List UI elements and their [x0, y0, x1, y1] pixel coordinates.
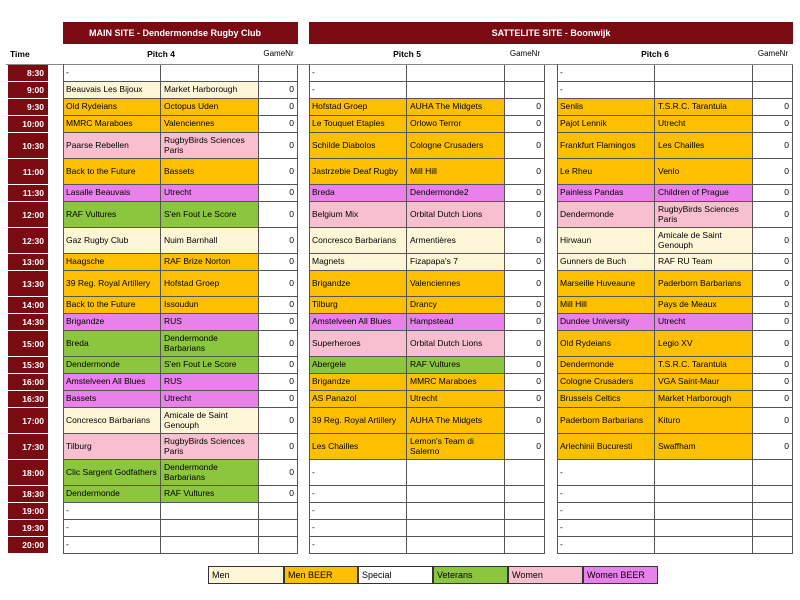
pitch6-gamenr	[753, 520, 793, 537]
time-slot: 9:00	[8, 82, 48, 99]
pitch5-gamenr	[505, 520, 545, 537]
pitch4-gamenr: 0	[259, 434, 298, 460]
pitch4-gamenr	[259, 520, 298, 537]
pitch5-team-b: Lemon's Team di Salerno	[407, 434, 505, 460]
pitch4-gamenr: 0	[259, 254, 298, 271]
pitch5-gamenr: 0	[505, 185, 545, 202]
pitch6-gamenr: 0	[753, 408, 793, 434]
pitch5-team-b: Cologne Crusaders	[407, 133, 505, 159]
pitch6-team-a: Pajot Lennik	[557, 116, 655, 133]
time-slot: 16:30	[8, 391, 48, 408]
pitch6-gamenr: 0	[753, 202, 793, 228]
time-slot: 9:30	[8, 99, 48, 116]
pitch5-gamenr: 0	[505, 271, 545, 297]
pitch5-team-b: Valenciennes	[407, 271, 505, 297]
pitch4-gamenr: 0	[259, 82, 298, 99]
pitch4-team-b: RUS	[161, 374, 259, 391]
pitch4-team-b: Nuim Barnhall	[161, 228, 259, 254]
pitch4-gamenr: 0	[259, 408, 298, 434]
pitch4-gamenr: 0	[259, 116, 298, 133]
pitch6-team-a: Paderborn Barbarians	[557, 408, 655, 434]
legend-women-beer: Women BEER	[583, 566, 658, 584]
pitch4-team-a: Bassets	[63, 391, 161, 408]
pitch5-team-b: Orbital Dutch Lions	[407, 331, 505, 357]
pitch5-gamenr	[505, 503, 545, 520]
pitch4-gamenr: 0	[259, 185, 298, 202]
pitch4-team-a: Concresco Barbarians	[63, 408, 161, 434]
time-slot: 19:30	[8, 520, 48, 537]
pitch4-team-a: RAF Vultures	[63, 202, 161, 228]
pitch6-team-a: Cologne Crusaders	[557, 374, 655, 391]
pitch5-team-b	[407, 503, 505, 520]
pitch6-gamenr: 0	[753, 391, 793, 408]
pitch5-team-b	[407, 82, 505, 99]
pitch4-team-a: Brigandze	[63, 314, 161, 331]
pitch6-team-b: T.S.R.C. Tarantula	[655, 357, 753, 374]
pitch6-gamenr	[753, 82, 793, 99]
pitch4-team-b: Octopus Uden	[161, 99, 259, 116]
pitch6-team-a: Dendermonde	[557, 357, 655, 374]
pitch6-gamenr: 0	[753, 99, 793, 116]
pitch5-team-b	[407, 520, 505, 537]
time-slot: 12:00	[8, 202, 48, 228]
pitch4-gamenr: 0	[259, 228, 298, 254]
pitch5-gamenr: 0	[505, 391, 545, 408]
pitch5-team-a: Belgium Mix	[309, 202, 407, 228]
legend-veterans: Veterans	[433, 566, 508, 584]
pitch4-column-header: Pitch 4	[147, 49, 175, 59]
pitch5-column-header: Pitch 5	[393, 49, 421, 59]
pitch6-team-b	[655, 537, 753, 554]
pitch4-team-b: S'en Fout Le Score	[161, 357, 259, 374]
pitch4-team-a: Haagsche	[63, 254, 161, 271]
pitch5-team-a: Les Chailles	[309, 434, 407, 460]
sattelite-site-header: SATTELITE SITE - Boonwijk	[309, 22, 793, 44]
pitch6-team-a: -	[557, 503, 655, 520]
pitch5-team-b: Orbital Dutch Lions	[407, 202, 505, 228]
pitch5-team-a: -	[309, 82, 407, 99]
pitch6-gamenr	[753, 537, 793, 554]
pitch5-team-b: MMRC Maraboes	[407, 374, 505, 391]
time-slot: 11:30	[8, 185, 48, 202]
pitch4-team-a: -	[63, 65, 161, 82]
time-slot: 10:00	[8, 116, 48, 133]
pitch4-team-a: -	[63, 503, 161, 520]
pitch4-team-b: Bassets	[161, 159, 259, 185]
pitch5-team-b	[407, 486, 505, 503]
pitch6-team-b: Paderborn Barbarians	[655, 271, 753, 297]
pitch4-team-b	[161, 537, 259, 554]
pitch6-team-a: Painless Pandas	[557, 185, 655, 202]
pitch5-team-a: Amstelveen All Blues	[309, 314, 407, 331]
pitch4-team-b: Utrecht	[161, 391, 259, 408]
pitch4-team-b: Amicale de Saint Genouph	[161, 408, 259, 434]
pitch6-team-b: Utrecht	[655, 116, 753, 133]
pitch6-gamenr: 0	[753, 116, 793, 133]
pitch4-gamenr: 0	[259, 271, 298, 297]
pitch4-gamenr: 0	[259, 99, 298, 116]
pitch4-team-b: RUS	[161, 314, 259, 331]
pitch6-gamenr-header: GameNr	[757, 49, 789, 58]
pitch5-team-b: Hampstead	[407, 314, 505, 331]
pitch5-team-b: Dendermonde2	[407, 185, 505, 202]
pitch5-team-b: Utrecht	[407, 391, 505, 408]
pitch6-team-a: Marseille Huveaune	[557, 271, 655, 297]
pitch6-gamenr	[753, 460, 793, 486]
pitch5-team-b: Mill Hill	[407, 159, 505, 185]
pitch4-team-a: Breda	[63, 331, 161, 357]
pitch5-gamenr	[505, 65, 545, 82]
pitch4-gamenr	[259, 537, 298, 554]
pitch4-gamenr: 0	[259, 297, 298, 314]
pitch5-team-a: Magnets	[309, 254, 407, 271]
pitch6-team-b: Les Chailles	[655, 133, 753, 159]
time-slot: 17:00	[8, 408, 48, 434]
pitch4-team-b: RAF Brize Norton	[161, 254, 259, 271]
pitch5-team-a: Le Touquet Etaples	[309, 116, 407, 133]
legend-special: Special	[358, 566, 433, 584]
time-slot: 14:30	[8, 314, 48, 331]
pitch6-team-b	[655, 82, 753, 99]
pitch5-team-a: Hofstad Groep	[309, 99, 407, 116]
time-slot: 16:00	[8, 374, 48, 391]
pitch6-team-b: Kituro	[655, 408, 753, 434]
pitch6-team-b	[655, 460, 753, 486]
pitch5-gamenr: 0	[505, 116, 545, 133]
pitch5-gamenr	[505, 537, 545, 554]
pitch5-team-a: Concresco Barbarians	[309, 228, 407, 254]
time-slot: 12:30	[8, 228, 48, 254]
pitch5-team-a: Schilde Diabolos	[309, 133, 407, 159]
pitch5-team-a: Brigandze	[309, 374, 407, 391]
pitch6-gamenr: 0	[753, 297, 793, 314]
pitch5-team-b: Orlowo Terror	[407, 116, 505, 133]
pitch5-gamenr: 0	[505, 357, 545, 374]
pitch4-team-b: Dendermonde Barbarians	[161, 460, 259, 486]
legend-men-beer: Men BEER	[284, 566, 358, 584]
pitch-frame	[63, 64, 64, 554]
pitch5-gamenr: 0	[505, 408, 545, 434]
pitch6-gamenr: 0	[753, 228, 793, 254]
pitch4-team-a: Paarse Rebellen	[63, 133, 161, 159]
pitch5-team-b: Drancy	[407, 297, 505, 314]
pitch4-gamenr	[259, 503, 298, 520]
pitch6-team-b: RugbyBirds Sciences Paris	[655, 202, 753, 228]
pitch6-team-a: Dendermonde	[557, 202, 655, 228]
pitch5-gamenr: 0	[505, 297, 545, 314]
pitch5-team-a: -	[309, 537, 407, 554]
pitch6-team-b: Amicale de Saint Genouph	[655, 228, 753, 254]
pitch4-team-b: RAF Vultures	[161, 486, 259, 503]
pitch6-gamenr	[753, 486, 793, 503]
pitch6-team-a: Dundee University	[557, 314, 655, 331]
pitch6-team-a: Hirwaun	[557, 228, 655, 254]
pitch4-gamenr: 0	[259, 133, 298, 159]
pitch5-team-a: 39 Reg. Royal Artillery	[309, 408, 407, 434]
pitch6-gamenr: 0	[753, 133, 793, 159]
pitch5-gamenr	[505, 82, 545, 99]
pitch4-gamenr: 0	[259, 202, 298, 228]
pitch6-team-a: -	[557, 460, 655, 486]
pitch6-team-b: Venlo	[655, 159, 753, 185]
pitch5-gamenr: 0	[505, 434, 545, 460]
pitch5-gamenr	[505, 460, 545, 486]
pitch4-gamenr: 0	[259, 331, 298, 357]
pitch6-column-header: Pitch 6	[641, 49, 669, 59]
pitch6-team-b: VGA Saint-Maur	[655, 374, 753, 391]
pitch6-gamenr: 0	[753, 185, 793, 202]
pitch6-team-a: Frankfurt Flamingos	[557, 133, 655, 159]
pitch4-team-b	[161, 65, 259, 82]
pitch6-team-b: Pays de Meaux	[655, 297, 753, 314]
pitch4-team-a: Old Rydeians	[63, 99, 161, 116]
pitch5-team-a: -	[309, 65, 407, 82]
pitch4-team-b: RugbyBirds Sciences Paris	[161, 133, 259, 159]
time-slot: 15:00	[8, 331, 48, 357]
pitch5-team-a: -	[309, 503, 407, 520]
pitch6-gamenr: 0	[753, 271, 793, 297]
pitch5-team-a: -	[309, 460, 407, 486]
time-slot: 11:00	[8, 159, 48, 185]
pitch6-team-b	[655, 486, 753, 503]
pitch6-gamenr: 0	[753, 374, 793, 391]
pitch6-team-b: T.S.R.C. Tarantula	[655, 99, 753, 116]
main-site-header: MAIN SITE - Dendermondse Rugby Club	[63, 22, 298, 44]
time-slot: 13:30	[8, 271, 48, 297]
pitch6-team-a: -	[557, 65, 655, 82]
pitch4-team-a: Back to the Future	[63, 159, 161, 185]
pitch5-gamenr: 0	[505, 314, 545, 331]
pitch5-gamenr: 0	[505, 331, 545, 357]
pitch5-gamenr: 0	[505, 202, 545, 228]
time-slot: 18:30	[8, 486, 48, 503]
pitch4-team-a: Dendermonde	[63, 486, 161, 503]
pitch4-team-a: Lasalle Beauvais	[63, 185, 161, 202]
pitch4-gamenr: 0	[259, 391, 298, 408]
pitch6-team-b	[655, 65, 753, 82]
pitch4-team-b: RugbyBirds Sciences Paris	[161, 434, 259, 460]
pitch4-team-a: Dendermonde	[63, 357, 161, 374]
pitch5-gamenr: 0	[505, 228, 545, 254]
pitch4-team-b: Market Harborough	[161, 82, 259, 99]
pitch4-gamenr: 0	[259, 159, 298, 185]
pitch4-team-b: Utrecht	[161, 185, 259, 202]
pitch6-team-a: -	[557, 486, 655, 503]
pitch4-team-b: Dendermonde Barbarians	[161, 331, 259, 357]
pitch6-team-a: -	[557, 537, 655, 554]
pitch5-gamenr: 0	[505, 159, 545, 185]
pitch6-team-b	[655, 520, 753, 537]
pitch4-gamenr: 0	[259, 314, 298, 331]
pitch6-gamenr: 0	[753, 254, 793, 271]
pitch4-team-b: Hofstad Groep	[161, 271, 259, 297]
pitch5-gamenr: 0	[505, 374, 545, 391]
pitch6-team-b: Utrecht	[655, 314, 753, 331]
pitch4-team-b: Issoudun	[161, 297, 259, 314]
pitch4-team-a: Beauvais Les Bijoux	[63, 82, 161, 99]
pitch5-team-b	[407, 65, 505, 82]
pitch4-team-a: Clic Sargent Godfathers	[63, 460, 161, 486]
pitch-frame	[309, 64, 310, 554]
time-slot: 8:30	[8, 65, 48, 82]
pitch5-team-b	[407, 460, 505, 486]
pitch5-team-a: Superheroes	[309, 331, 407, 357]
pitch4-team-a: Tilburg	[63, 434, 161, 460]
legend-women: Women	[508, 566, 583, 584]
time-slot: 10:30	[8, 133, 48, 159]
time-slot: 20:00	[8, 537, 48, 554]
pitch4-team-a: Back to the Future	[63, 297, 161, 314]
pitch4-team-a: 39 Reg. Royal Artillery	[63, 271, 161, 297]
pitch5-team-a: -	[309, 486, 407, 503]
pitch5-team-a: Abergele	[309, 357, 407, 374]
pitch4-team-b	[161, 520, 259, 537]
pitch4-gamenr: 0	[259, 460, 298, 486]
pitch6-team-a: Brussels Celtics	[557, 391, 655, 408]
pitch4-gamenr	[259, 65, 298, 82]
pitch4-team-a: MMRC Maraboes	[63, 116, 161, 133]
pitch6-gamenr: 0	[753, 331, 793, 357]
time-column-header: Time	[10, 49, 30, 59]
pitch6-team-a: Le Rheu	[557, 159, 655, 185]
pitch4-team-a: Gaz Rugby Club	[63, 228, 161, 254]
pitch4-gamenr: 0	[259, 374, 298, 391]
pitch6-gamenr: 0	[753, 434, 793, 460]
pitch4-team-a: Amstelveen All Blues	[63, 374, 161, 391]
pitch5-team-a: Tilburg	[309, 297, 407, 314]
pitch5-team-a: Brigandze	[309, 271, 407, 297]
pitch5-gamenr: 0	[505, 254, 545, 271]
time-slot: 18:00	[8, 460, 48, 486]
pitch6-team-a: Mill Hill	[557, 297, 655, 314]
pitch5-gamenr: 0	[505, 99, 545, 116]
pitch5-gamenr	[505, 486, 545, 503]
pitch4-gamenr: 0	[259, 357, 298, 374]
pitch4-team-a: -	[63, 520, 161, 537]
pitch6-team-a: Senlis	[557, 99, 655, 116]
pitch-frame	[557, 64, 558, 554]
pitch6-team-b: Swaffham	[655, 434, 753, 460]
pitch6-team-b: Legio XV	[655, 331, 753, 357]
legend-men: Men	[208, 566, 284, 584]
pitch6-team-a: Arlechinii Bucuresti	[557, 434, 655, 460]
time-slot: 15:30	[8, 357, 48, 374]
pitch6-team-a: -	[557, 520, 655, 537]
pitch5-team-a: Jastrzebie Deaf Rugby	[309, 159, 407, 185]
pitch6-gamenr: 0	[753, 357, 793, 374]
pitch6-team-a: Old Rydeians	[557, 331, 655, 357]
pitch4-team-b: S'en Fout Le Score	[161, 202, 259, 228]
pitch6-gamenr: 0	[753, 314, 793, 331]
pitch4-team-b: Valenciennes	[161, 116, 259, 133]
pitch6-team-b: Market Harborough	[655, 391, 753, 408]
pitch5-team-b: Fizapapa's 7	[407, 254, 505, 271]
time-slot: 19:00	[8, 503, 48, 520]
pitch6-gamenr: 0	[753, 159, 793, 185]
pitch4-gamenr: 0	[259, 486, 298, 503]
pitch6-team-b: RAF RU Team	[655, 254, 753, 271]
pitch6-team-a: -	[557, 82, 655, 99]
pitch4-gamenr-header: GameNr	[263, 49, 294, 58]
pitch6-team-a: Gunners de Buch	[557, 254, 655, 271]
pitch6-team-b	[655, 503, 753, 520]
time-slot: 14:00	[8, 297, 48, 314]
pitch5-team-a: Breda	[309, 185, 407, 202]
pitch4-team-b	[161, 503, 259, 520]
pitch5-team-b: RAF Vultures	[407, 357, 505, 374]
pitch5-team-a: -	[309, 520, 407, 537]
pitch6-gamenr	[753, 65, 793, 82]
pitch6-gamenr	[753, 503, 793, 520]
pitch5-team-b: AUHA The Midgets	[407, 99, 505, 116]
pitch5-gamenr-header: GameNr	[509, 49, 541, 58]
time-slot: 13:00	[8, 254, 48, 271]
pitch5-team-b: AUHA The Midgets	[407, 408, 505, 434]
pitch5-team-b	[407, 537, 505, 554]
pitch5-team-a: AS Panazol	[309, 391, 407, 408]
pitch6-team-b: Children of Prague	[655, 185, 753, 202]
pitch5-gamenr: 0	[505, 133, 545, 159]
pitch4-team-a: -	[63, 537, 161, 554]
time-slot: 17:30	[8, 434, 48, 460]
pitch5-team-b: Armentières	[407, 228, 505, 254]
